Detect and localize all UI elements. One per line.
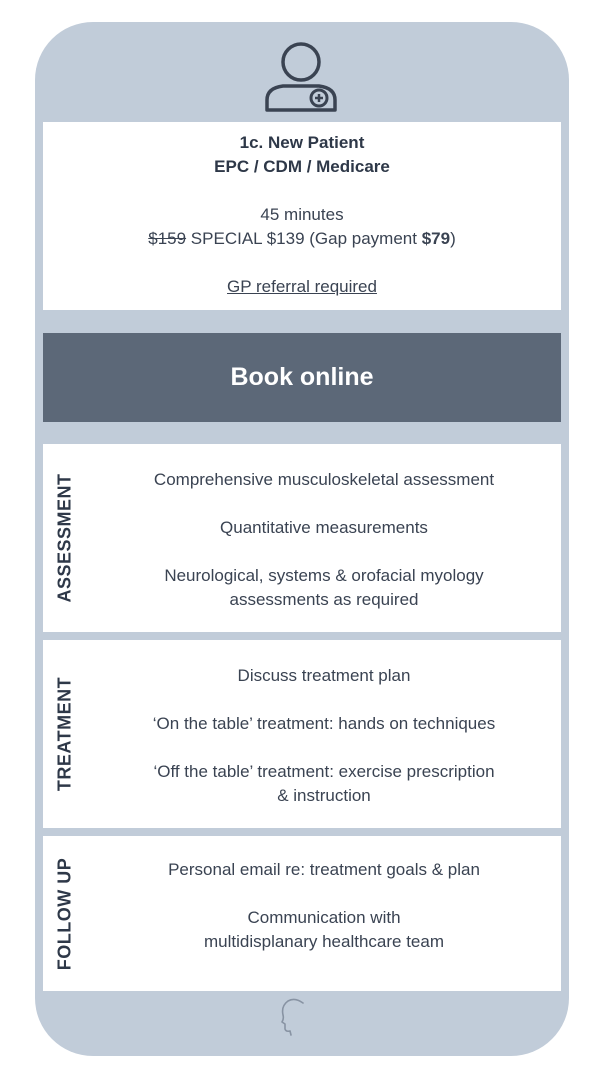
assessment-section: [43, 444, 561, 632]
list-item: & instruction: [277, 786, 371, 805]
list-item: assessments as required: [229, 590, 419, 609]
list-item: Personal email re: treatment goals & plan: [168, 860, 480, 879]
book-online-button[interactable]: Book online: [43, 333, 561, 422]
head-profile-icon: [277, 997, 311, 1037]
list-item: multidisplanary healthcare team: [203, 932, 444, 951]
follow-up-label: FOLLOW UP: [54, 857, 75, 970]
gap-amount: $79: [421, 229, 451, 248]
gap-close: ): [450, 229, 456, 248]
treatment-label-box: [43, 640, 87, 828]
doctor-user-icon: [261, 34, 343, 114]
assessment-label: ASSESSMENT: [54, 473, 75, 603]
assessment-label-box: [43, 444, 87, 632]
list-item: Quantitative measurements: [220, 518, 428, 537]
list-item: Comprehensive musculoskeletal assessment: [153, 470, 495, 489]
referral-row: [43, 277, 561, 297]
follow-up-section: [43, 836, 561, 991]
old-price: $159: [148, 229, 187, 248]
package-title: 1c. New Patient: [239, 133, 365, 152]
package-info-card: [43, 122, 561, 310]
special-price: SPECIAL $139 (Gap payment: [186, 229, 422, 248]
follow-up-label-box: [43, 836, 87, 991]
list-item: ‘On the table’ treatment: hands on techniques: [152, 714, 496, 733]
gp-referral-link[interactable]: GP referral required: [227, 277, 377, 296]
list-item: Discuss treatment plan: [237, 666, 411, 685]
list-item: Communication with: [247, 908, 401, 927]
treatment-label: TREATMENT: [54, 676, 75, 792]
list-item: Neurological, systems & orofacial myology: [164, 566, 484, 585]
price-text: [43, 229, 561, 249]
list-item: ‘Off the table’ treatment: exercise prescription: [153, 762, 495, 781]
treatment-section: [43, 640, 561, 828]
duration-text: 45 minutes: [260, 205, 344, 224]
package-subtitle: EPC / CDM / Medicare: [214, 157, 390, 176]
phone-frame: [35, 22, 569, 1056]
